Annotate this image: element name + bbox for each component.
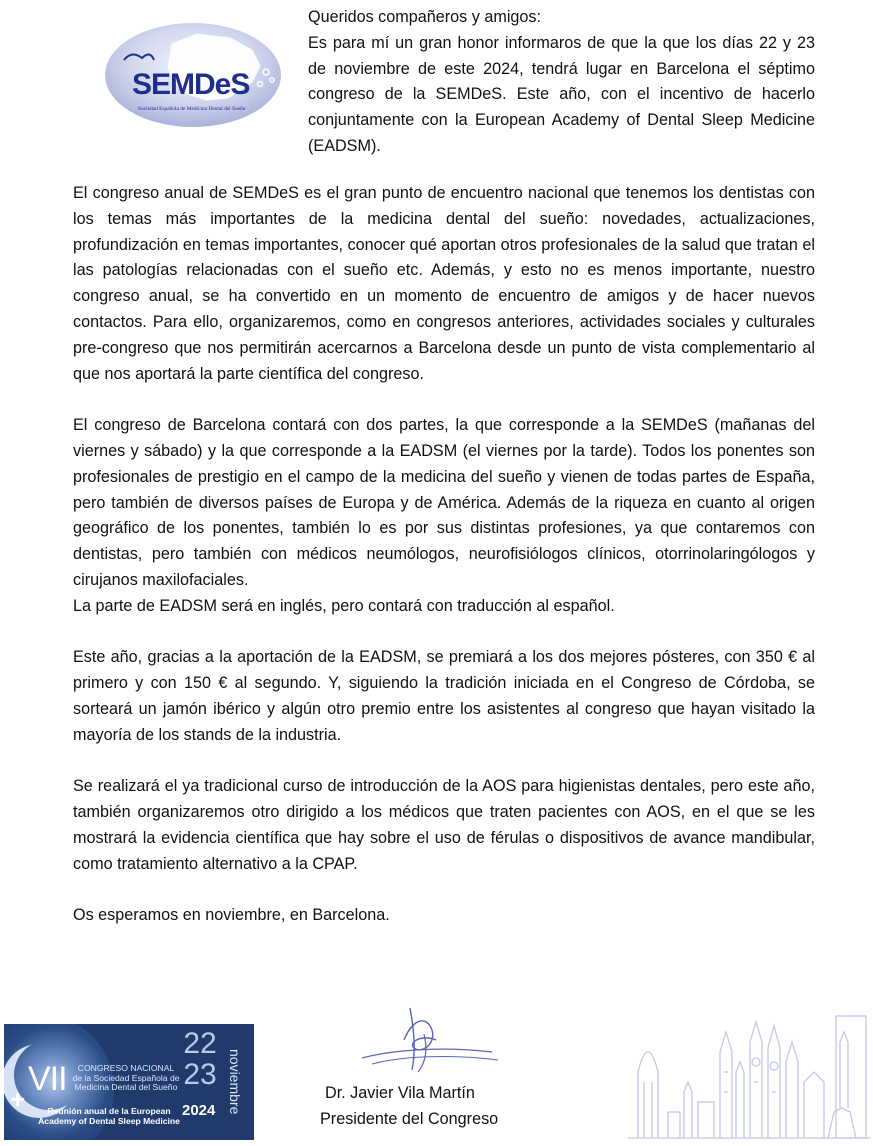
paragraph-prizes: Este año, gracias a la aportación de la EADSM, se premiará a los dos mejores pósteres, con 350 € al primero y con 150 € al segundo. Y, siguiendo la tradición iniciada en el Congreso de Córdoba, se sorteará un jamón ibérico y algún otro premio entre los asistentes al congreso que hayan visitado la mayoría de los stands de la industria. (73, 648, 815, 744)
semdes-logo-graphic (102, 20, 284, 130)
paragraph-meeting-point: El congreso anual de SEMDeS es el gran punto de encuentro nacional que tenemos los dentistas con los temas más importantes de la medicina dental del sueño: novedades, actualizaciones, profundización en temas importantes, conocer qué aportan otros profesionales de la salud que tratan el las patologías relacionadas con el sueño etc. Además, y esto no es menos importante, nuestro congreso anual, se ha convertido en un momento de encuentro de amigos y de hacer nuevos contactos. Para ello, organizaremos, como en congresos anteriores, actividades sociales y culturales pre-congreso que nos permitirán acercarnos a Barcelona desde un punto de vista complementario al que nos aportará la parte científica del congreso. (73, 184, 815, 383)
letter-body (73, 181, 815, 929)
paragraph-barcelona-parts: El congreso de Barcelona contará con dos partes, la que corresponde a la SEMDeS (mañanas del viernes y sábado) y la que corresponde a la EADSM (el viernes por la tarde). Todos los ponentes son profesionales de prestigio en el campo de la medicina del sueño y vienen de todas partes de España, pero también de diversos países de Europa y de América. Además de la riqueza en cuanto al origen geográfico de los ponentes, también lo es por sus distintas profesiones, ya que contaremos con dentistas, pero también con médicos neumólogos, neurofisiólogos clínicos, otorrinolaringólogos y cirujanos maxilofaciales. (73, 416, 815, 589)
banner-line-2: de la Sociedad Española de (72, 1072, 180, 1083)
congress-month: noviembre (227, 1049, 243, 1115)
signer-role: Presidente del Congreso (320, 1109, 499, 1128)
paragraph-closing: Os esperamos en noviembre, en Barcelona. (73, 906, 390, 925)
paragraph-courses: Se realizará el ya tradicional curso de introducción de la AOS para higienistas dentales, pero este año, también organizaremos otro dirigido a los médicos que traten pacientes con AOS, en el que se les mostrará la evidencia científica que hay sobre el uso de férulas o dispositivos de avance mandibular, como tratamiento alternativo a la CPAP. (73, 777, 815, 873)
eadsm-meeting (28, 1106, 190, 1126)
logo-name: SEMDeS (132, 68, 250, 101)
intro-paragraph: Es para mí un gran honor informaros de que la que los días 22 y 23 de noviembre de este 2024, tendrá lugar en Barcelona el séptimo congreso de la SEMDeS. Este año, con el incentivo de hacerlo conjuntamente con la European Academy of Dental Sleep Medicine (EADSM). (308, 33, 815, 155)
banner-line-3: Medicina Dental del Sueño (74, 1082, 178, 1093)
banner-line-1: CONGRESO NACIONAL (77, 1063, 175, 1073)
logo-subtitle: Sociedad Española de Medicina Dental del Sueño (138, 106, 246, 112)
semdes-logo (102, 20, 284, 130)
congress-banner (4, 1024, 254, 1140)
handwritten-signature (352, 1000, 502, 1078)
signer-name: Dr. Javier Vila Martín (325, 1084, 475, 1102)
day-1: 22 (183, 1027, 217, 1060)
congress-year: 2024 (182, 1102, 216, 1119)
paragraph-language: La parte de EADSM será en inglés, pero contará con traducción al español. (73, 596, 615, 615)
banner-line-5: Academy of Dental Sleep Medicine (38, 1116, 180, 1126)
barcelona-skyline-illustration (628, 1012, 870, 1142)
banner-line-4: Reunión anual de la European (47, 1106, 171, 1116)
signature-block (320, 1081, 560, 1133)
congress-name (62, 1064, 190, 1093)
edition-number: VII (28, 1060, 67, 1098)
letter-intro (308, 5, 815, 160)
day-2: 23 (183, 1058, 217, 1091)
congress-dates (176, 1028, 224, 1090)
plus-icon: + (10, 1084, 26, 1114)
greeting: Queridos compañeros y amigos: (308, 8, 542, 26)
